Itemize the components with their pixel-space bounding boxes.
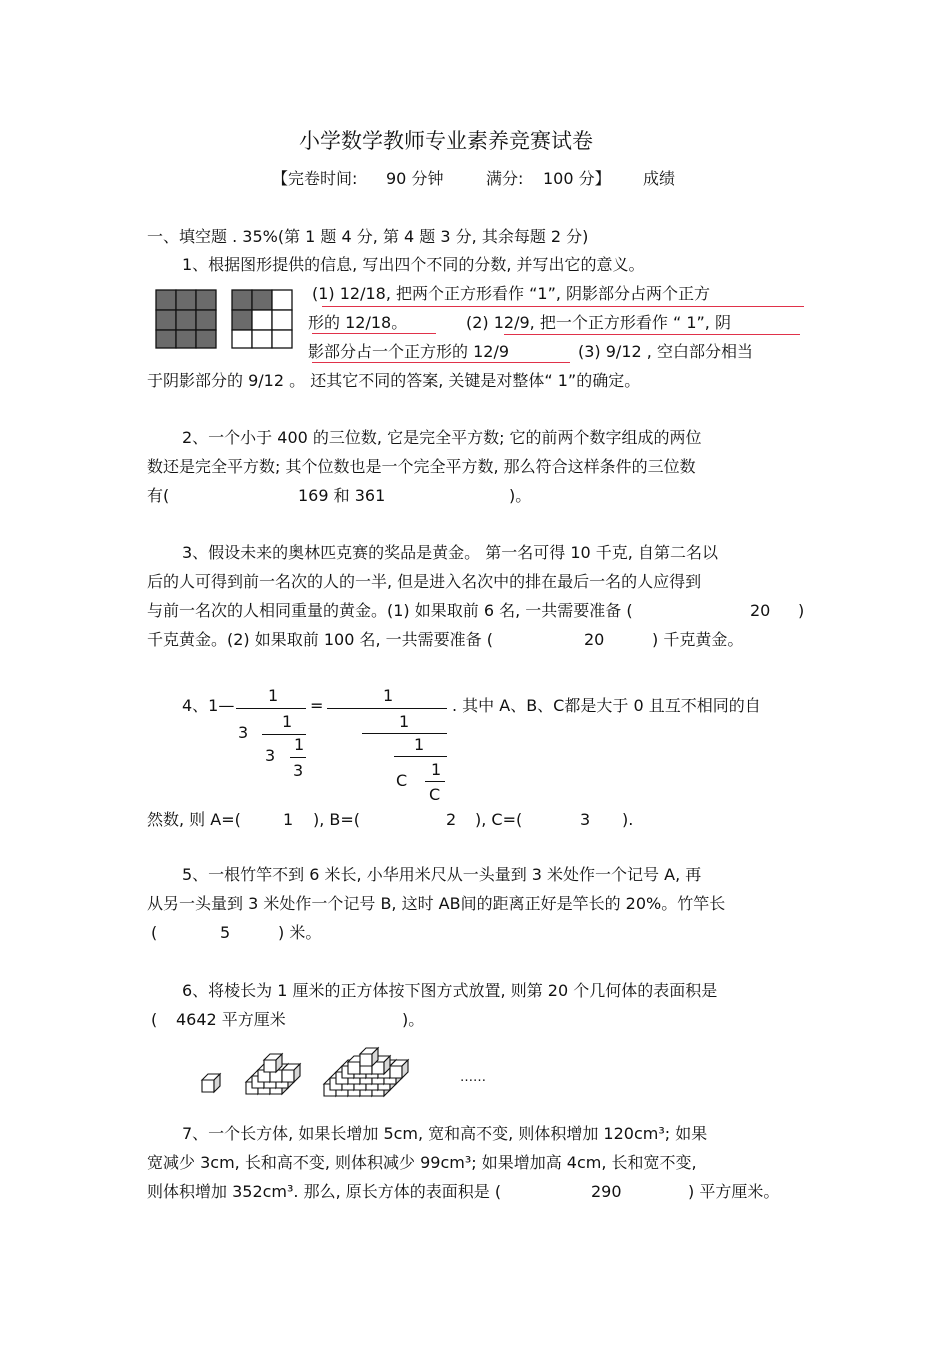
q5-line2: 从另一头量到 3 米处作一个记号 B, 这时 AB间的距离正好是竿长的 20%。竹竿长 (147, 894, 726, 913)
q3-line4-prefix: 千克黄金。(2) 如果取前 100 名, 一共需要准备 ( (147, 630, 493, 649)
q1-grid-figure (154, 288, 294, 350)
score-label: 成绩 (643, 169, 676, 188)
q5-answer: 5 (220, 923, 231, 942)
q5-line1: 5、一根竹竿不到 6 米长, 小华用米尺从一头量到 3 米处作一个记号 A, 再 (182, 865, 702, 884)
q6-line2-suffix: )。 (402, 1010, 425, 1029)
q3-line3-prefix: 与前一名次的人相同重量的黄金。(1) 如果取前 6 名, 一共需要准备 ( (147, 601, 633, 620)
cube-stack-1 (202, 1074, 220, 1092)
q7-line3-prefix: 则体积增加 352cm³. 那么, 原长方体的表面积是 ( (147, 1182, 502, 1201)
q4-prefix: 4、1— (182, 696, 235, 715)
red-underline-2 (312, 333, 436, 334)
q1-answer-line2b: (2) 12/9, 把一个正方形看作 “ 1”, 阴 (466, 313, 731, 332)
q4-left-term-3: 3 (238, 723, 249, 742)
q1-stem: 1、根据图形提供的信息, 写出四个不同的分数, 并写出它的意义。 (182, 255, 645, 274)
q4-left-inner-numerator: 1 (282, 712, 293, 731)
q2-answer: 169 和 361 (298, 486, 386, 505)
q7-line3-suffix: ) 平方厘米。 (688, 1182, 780, 1201)
q4-left-inner-term-3: 3 (265, 746, 276, 765)
q4-left-fraction-bar (236, 708, 306, 709)
q3-line4-suffix: ) 千克黄金。 (652, 630, 744, 649)
q4-right-deep-bar (425, 781, 445, 782)
q4-right-term-c: C (396, 771, 408, 790)
q1-answer-line3a: 影部分占一个正方形的 12/9 (308, 342, 510, 361)
q7-line1: 7、一个长方体, 如果长增加 5cm, 宽和高不变, 则体积增加 120cm³; 如果 (182, 1124, 708, 1143)
q3-answer1: 20 (750, 601, 771, 620)
full-score-value: 100 分】 (543, 169, 611, 188)
q6-line1: 6、将棱长为 1 厘米的正方体按下图方式放置, 则第 20 个几何体的表面积是 (182, 981, 718, 1000)
red-underline-4 (312, 362, 570, 363)
q1-answer-line2a: 形的 12/18。 (308, 313, 408, 332)
q4-a-value: 1 (283, 810, 294, 829)
q3-line1: 3、假设未来的奥林匹克赛的奖品是黄金。 第一名可得 10 千克, 自第二名以 (182, 543, 718, 562)
full-score-label: 满分: (486, 169, 524, 188)
q3-answer2: 20 (584, 630, 605, 649)
q4-c-value: 3 (580, 810, 591, 829)
q1-answer-line1: (1) 12/18, 把两个正方形看作 “1”, 阴影部分占两个正方 (312, 284, 711, 303)
red-underline-3 (504, 334, 800, 335)
q1-answer-line3b: (3) 9/12 , 空白部分相当 (578, 342, 753, 361)
q4-b-label: ), B=( (313, 810, 361, 829)
partial-square-right (232, 290, 292, 348)
cube-stack-2 (246, 1054, 300, 1094)
q4-right-level3-numerator: 1 (414, 735, 425, 754)
q6-line2-prefix: ( (151, 1010, 158, 1029)
q4-left-deep-denominator: 3 (293, 761, 304, 780)
q4-c-label: ), C=( (475, 810, 523, 829)
q2-line3-suffix: )。 (509, 486, 532, 505)
page-title: 小学数学教师专业素养竞赛试卷 (299, 129, 593, 153)
q4-right-fraction-bar (327, 708, 447, 709)
q4-equals: = (310, 696, 324, 715)
q4-right-level2-numerator: 1 (399, 712, 410, 731)
q2-line3-prefix: 有( (147, 486, 170, 505)
q4-left-deep-bar (290, 757, 306, 758)
red-underline-1 (322, 306, 804, 307)
q7-line2: 宽减少 3cm, 长和高不变, 则体积减少 99cm³; 如果增加高 4cm, 长和宽不变, (147, 1153, 697, 1172)
q2-line1: 2、一个小于 400 的三位数, 它是完全平方数; 它的前两个数字组成的两位 (182, 428, 702, 447)
q6-ellipsis: …… (460, 1070, 486, 1085)
q6-cube-stacks-figure (196, 1044, 426, 1104)
q7-answer: 290 (591, 1182, 622, 1201)
q4-left-numerator: 1 (268, 686, 279, 705)
q4-stem-tail: . 其中 A、B、C都是大于 0 且互不相同的自 (452, 696, 761, 715)
q2-line2: 数还是完全平方数; 其个位数也是一个完全平方数, 那么符合这样条件的三位数 (147, 457, 696, 476)
q4-answer-prefix: 然数, 则 A=( (147, 810, 241, 829)
q4-right-deep-denominator: C (429, 785, 441, 804)
q3-line2: 后的人可得到前一名次的人的一半, 但是进入名次中的排在最后一名的人应得到 (147, 572, 702, 591)
q1-answer-line4: 于阴影部分的 9/12 。 还其它不同的答案, 关键是对整体“ 1”的确定。 (147, 371, 641, 390)
q4-right-level3-bar (394, 756, 447, 757)
cube-stack-3 (324, 1048, 408, 1096)
q4-right-deep-numerator: 1 (431, 760, 442, 779)
q4-right-level2-bar (362, 733, 447, 734)
section-heading: 一、填空题 . 35%(第 1 题 4 分, 第 4 题 3 分, 其余每题 2 分) (147, 227, 589, 246)
q4-b-value: 2 (446, 810, 457, 829)
q4-end: ). (622, 810, 634, 829)
time-value: 90 分钟 (386, 169, 444, 188)
q4-left-deep-numerator: 1 (294, 735, 305, 754)
q5-line3-suffix: ) 米。 (278, 923, 322, 942)
q3-line3-suffix: ) (798, 601, 805, 620)
q6-answer: 4642 平方厘米 (176, 1010, 286, 1029)
time-label: 【完卷时间: (272, 169, 358, 188)
q5-line3-prefix: ( (151, 923, 158, 942)
q4-right-numerator: 1 (383, 686, 394, 705)
shaded-square-left (156, 290, 216, 348)
